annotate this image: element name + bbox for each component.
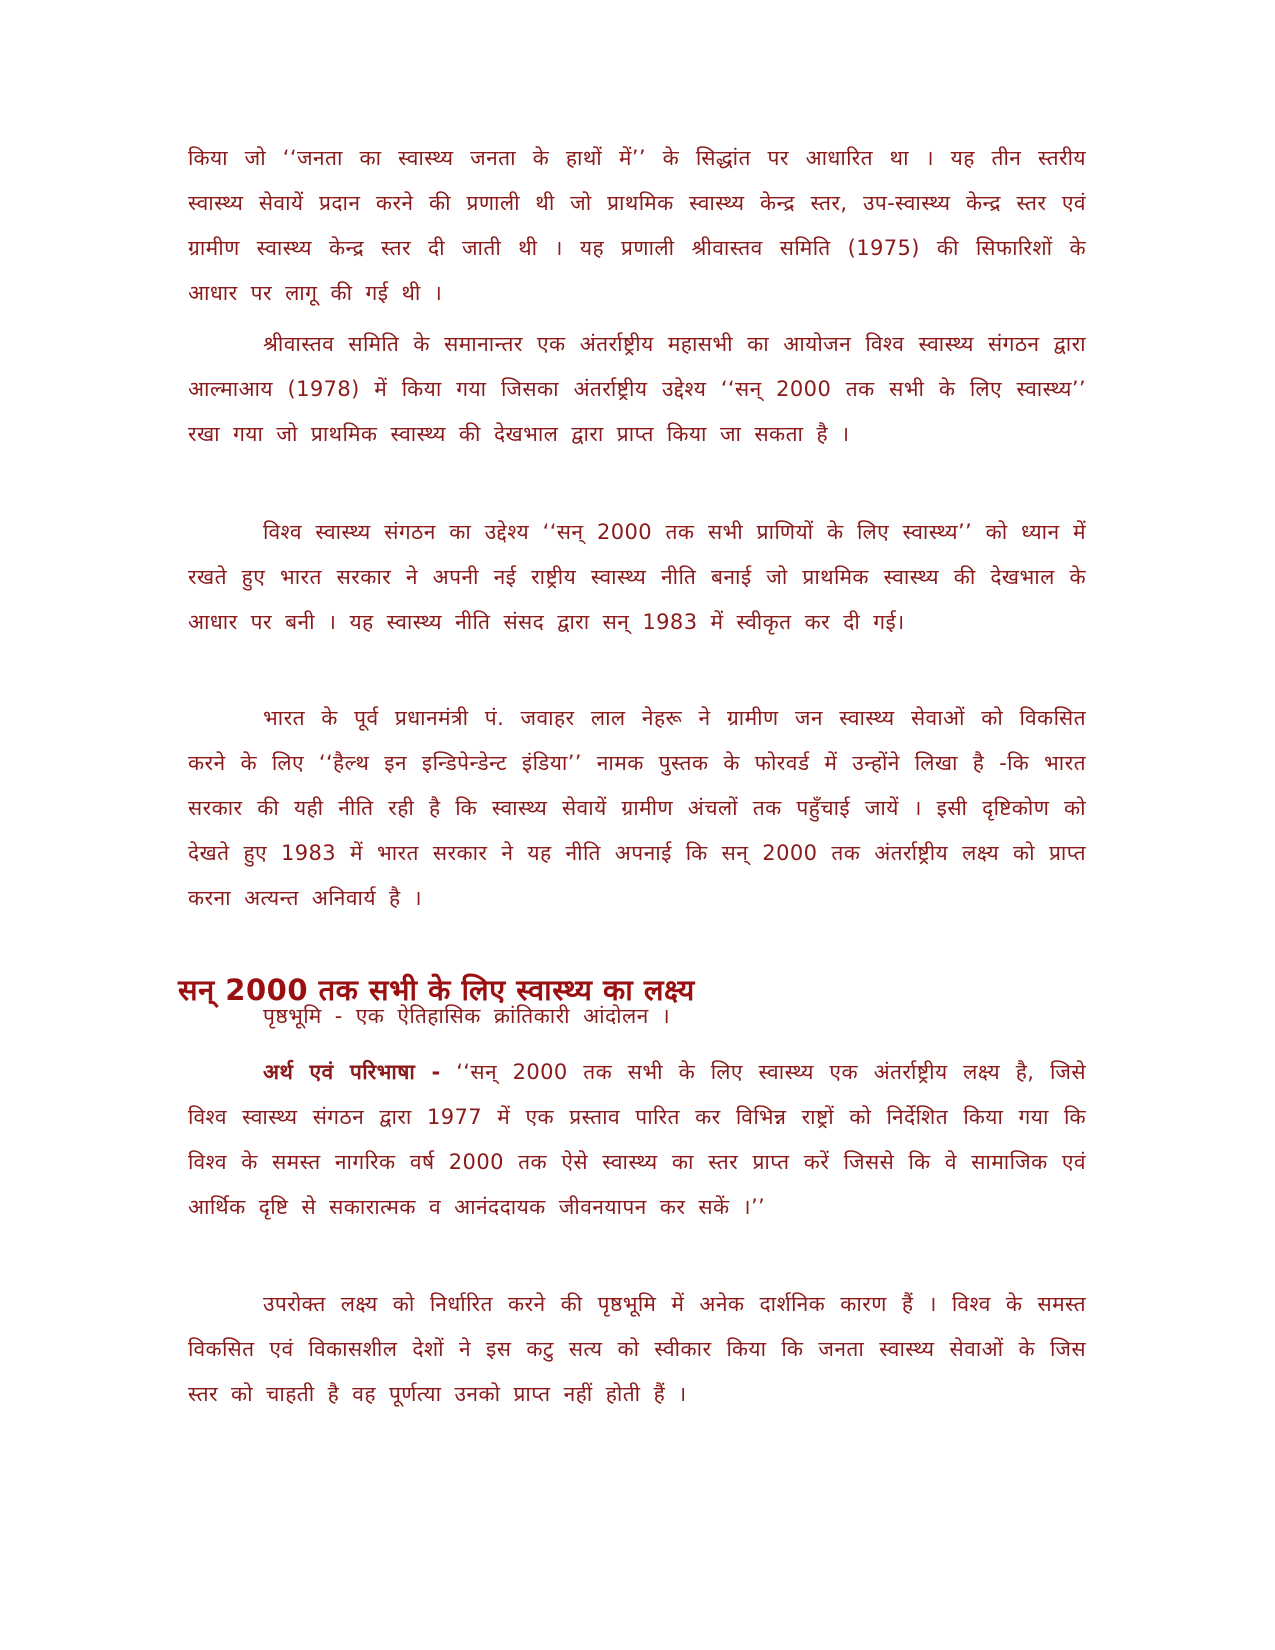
definition-text: ‘‘सन् 2000 तक सभी के लिए स्वास्थ्य एक अंतर्राष्ट्रीय लक्ष्य है, जिसे विश्व स्वास्थ्य संगठन द्वारा 1977 में एक प्रस्ताव पारित कर विभिन्न राष्ट्रों को निर्देशित किया गया कि विश्व के समस्त नागरिक वर्ष 2000 तक ऐसे स्वास्थ्य का स्तर प्राप्त करें जिससे कि वे सामाजिक एवं आर्थिक दृष्टि से सकारात्मक व आनंददायक जीवनयापन कर सकें ।’’ bbox=[188, 1060, 1086, 1219]
paragraph-3: विश्व स्वास्थ्य संगठन का उद्देश्य ‘‘सन् 2000 तक सभी प्राणियों के लिए स्वास्थ्य’’ को ध्यान में रखते हुए भारत सरकार ने अपनी नई राष्ट्रीय स्वास्थ्य नीति बनाई जो प्राथमिक स्वास्थ्य की देखभाल के आधार पर बनी । यह स्वास्थ्य नीति संसद द्वारा सन् 1983 में स्वीकृत कर दी गई। bbox=[188, 520, 1086, 634]
paragraph-7: उपरोक्त लक्ष्य को निर्धारित करने की पृष्ठभूमि में अनेक दार्शनिक कारण हैं । विश्व के समस्त विकसित एवं विकासशील देशों ने इस कटु सत्य को स्वीकार किया कि जनता स्वास्थ्य सेवाओं के जिस स्तर को चाहती है वह पूर्णत्या उनको प्राप्त नहीं होती हैं । bbox=[188, 1292, 1086, 1406]
section-heading: सन् 2000 तक सभी के लिए स्वास्थ्य का लक्ष्य bbox=[178, 973, 695, 1007]
definition-lead: अर्थ एवं परिभाषा - bbox=[263, 1060, 441, 1084]
paragraph-2: श्रीवास्तव समिति के समानान्तर एक अंतर्राष्ट्रीय महासभी का आयोजन विश्व स्वास्थ्य संगठन द्वारा आल्माआय (1978) में किया गया जिसका अंतर्राष्ट्रीय उद्देश्य ‘‘सन् 2000 तक सभी के लिए स्वास्थ्य’’ रखा गया जो प्राथमिक स्वास्थ्य की देखभाल द्वारा प्राप्त किया जा सकता है । bbox=[188, 332, 1086, 446]
paragraph-4: भारत के पूर्व प्रधानमंत्री पं. जवाहर लाल नेहरू ने ग्रामीण जन स्वास्थ्य सेवाओं को विकसित करने के लिए ‘‘हैल्थ इन इन्डिपेन्डेन्ट इंडिया’’ नामक पुस्तक के फोरवर्ड में उन्होंने लिखा है -कि भारत सरकार की यही नीति रही है कि स्वास्थ्य सेवायें ग्रामीण अंचलों तक पहुँचाई जायें । इसी दृष्टिकोण को देखते हुए 1983 में भारत सरकार ने यह नीति अपनाई कि सन् 2000 तक अंतर्राष्ट्रीय लक्ष्य को प्राप्त करना अत्यन्त अनिवार्य है । bbox=[188, 706, 1086, 910]
paragraph-1: किया जो ‘‘जनता का स्वास्थ्य जनता के हाथों में’’ के सिद्धांत पर आधारित था । यह तीन स्तरीय स्वास्थ्य सेवायें प्रदान करने की प्रणाली थी जो प्राथमिक स्वास्थ्य केन्द्र स्तर, उप-स्वास्थ्य केन्द्र स्तर एवं ग्रामीण स्वास्थ्य केन्द्र स्तर दी जाती थी । यह प्रणाली श्रीवास्तव समिति (1975) की सिफारिशों के आधार पर लागू की गई थी । bbox=[188, 146, 1086, 305]
paragraph-definition bbox=[188, 1050, 1086, 1230]
paragraph-background: पृष्ठभूमि - एक ऐतिहासिक क्रांतिकारी आंदोलन । bbox=[263, 1004, 671, 1028]
